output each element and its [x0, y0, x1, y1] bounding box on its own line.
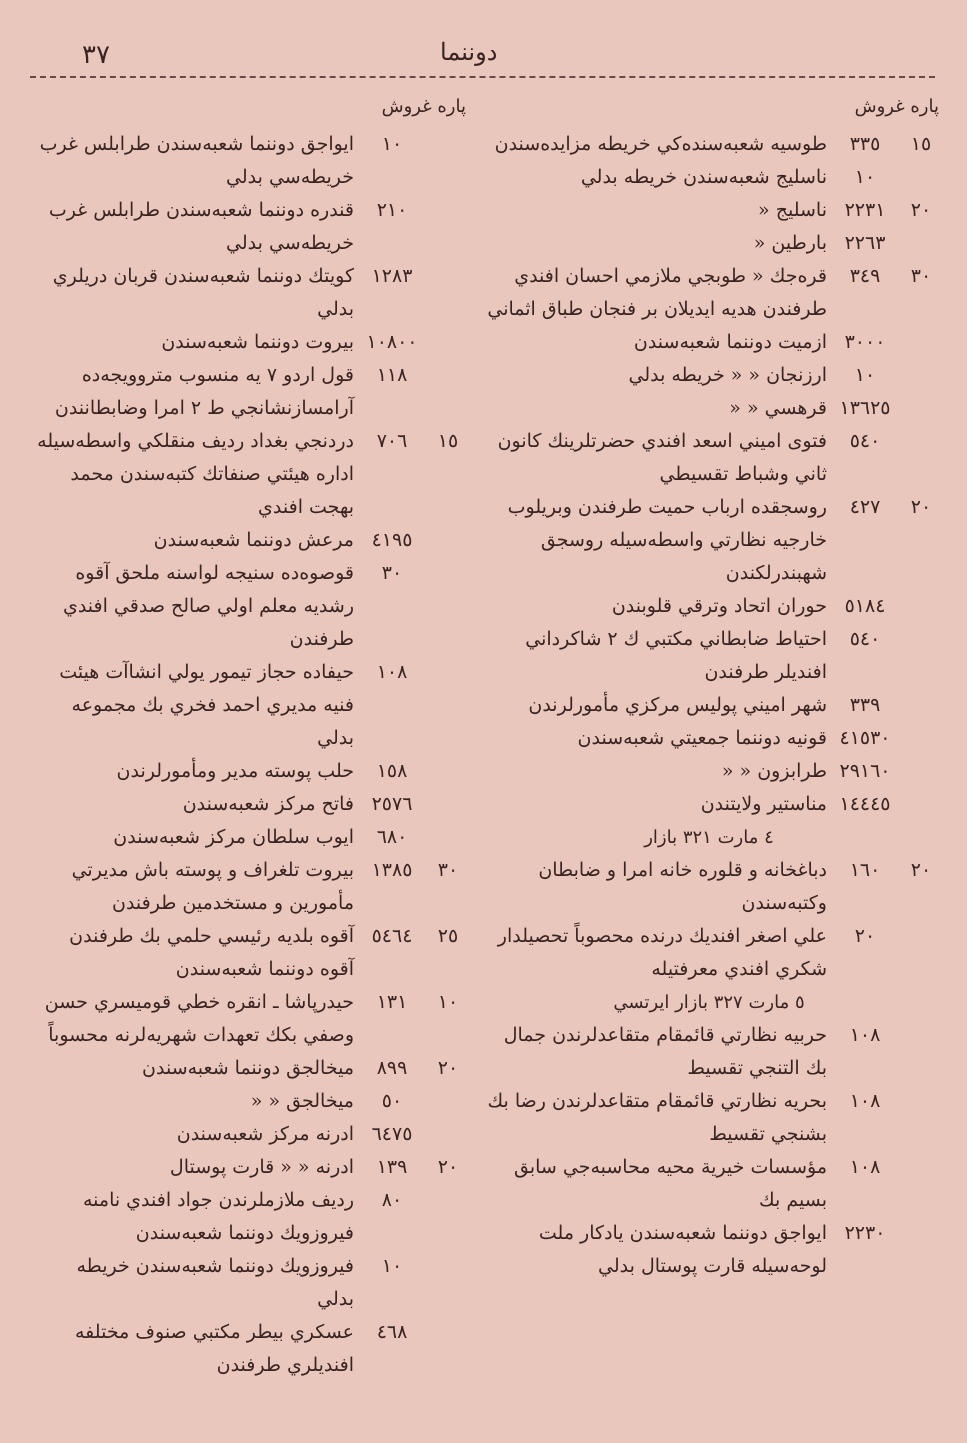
entry-description: قره‌جك « طوبجي ملازمي احسان افندي طرفندن هديه ايديلان بر فنجان طباق اثماني — [487, 265, 827, 320]
kurush-amount: ٥٤٠ — [849, 628, 881, 650]
ledger-entry — [36, 920, 466, 986]
entry-description: قرهسي « « — [729, 397, 827, 419]
kurush-amount: ١٤٤٤٥ — [839, 793, 891, 815]
kurush-amount: ٨٠ — [381, 1189, 403, 1211]
kurush-amount: ٤١٩٥ — [371, 529, 413, 551]
entry-description: قوصوه‌ده سنيجه لواسنه ملحق آقوه رشديه معلم اولي صالح صدقي افندي طرفندن — [62, 562, 354, 650]
entry-description: دردنجي بغداد رديف منقلكي واسطه‌سيله اداره هيئتي صنفاتك كتبه‌سندن محمد بهجت افندي — [37, 430, 354, 518]
para-amount: ٢٠ — [910, 859, 932, 881]
kurush-amount: ٧٠٦ — [376, 430, 408, 452]
ledger-entry — [479, 1085, 939, 1151]
left-column — [36, 96, 466, 1382]
kurush-amount: ٥٠ — [381, 1090, 403, 1112]
ledger-entry — [479, 1151, 939, 1217]
kurush-amount: ٣٤٩ — [849, 265, 881, 287]
para-amount: ٢٠ — [910, 199, 932, 221]
ledger-entry — [36, 1316, 466, 1382]
entry-description: علي اصغر افنديك درنده محصوباً تحصيلدار شكري افندي معرفتيله — [497, 925, 827, 980]
entry-description: احتياط ضابطاني مكتبي ك ٢ شاكرداني افنديلر طرفندن — [525, 628, 827, 683]
para-amount: ٣٠ — [910, 265, 932, 287]
kurush-amount: ٣٣٥ — [849, 133, 881, 155]
ledger-entry — [36, 854, 466, 920]
ledger-entry — [479, 227, 939, 260]
ledger-entry — [36, 557, 466, 656]
entry-description: حلب پوسته مدير ومأمورلرندن — [116, 760, 354, 782]
header-rule — [30, 76, 935, 78]
kurush-amount: ٥٤٦٤ — [371, 925, 413, 947]
running-title: دوننما — [440, 38, 498, 66]
date-heading: ٥ مارت ٣٢٧ بازار ايرتسي — [613, 992, 805, 1013]
ledger-entry — [36, 194, 466, 260]
ledger-entry — [36, 425, 466, 524]
entry-description: بحريه نظارتي قائمقام متقاعدلرندن رضا بك بشنجي تقسيط — [487, 1090, 827, 1145]
para-amount: ٢٥ — [437, 925, 459, 947]
ledger-entry — [36, 788, 466, 821]
date-heading: ٤ مارت ٣٢١ بازار — [644, 827, 774, 848]
ledger-entry — [479, 1019, 939, 1085]
entry-description: حيدرپاشا ـ انقره خطي قوميسري حسن وصفي بكك تعهدات شهريه‌لرنه محسوباً — [44, 991, 354, 1046]
kurush-amount: ٢١٠ — [376, 199, 408, 221]
ledger-entry — [36, 656, 466, 755]
entry-description: عسكري بيطر مكتبي صنوف مختلفه افنديلري طرفندن — [75, 1321, 354, 1376]
ledger-entry — [36, 755, 466, 788]
kurush-amount: ١٥٨ — [376, 760, 408, 782]
kurush-amount: ١٠٨ — [849, 1024, 881, 1046]
kurush-amount: ١٠ — [854, 364, 876, 386]
kurush-amount: ١٣٨٥ — [371, 859, 413, 881]
para-amount: ٣٠ — [437, 859, 459, 881]
kurush-amount: ١٦٠ — [849, 859, 881, 881]
kurush-amount: ٥٤٠ — [849, 430, 881, 452]
entry-description: شهر اميني پوليس مركزي مأمورلرندن — [528, 694, 827, 716]
entry-description: ايوب سلطان مركز شعبه‌سندن — [113, 826, 354, 848]
ledger-entry — [479, 260, 939, 326]
entry-description: ناسليج « — [758, 199, 827, 221]
entry-description: طرابزون « « — [721, 760, 827, 782]
ledger-entry — [479, 1217, 939, 1283]
ledger-entry — [36, 1052, 466, 1085]
kurush-amount: ١١٨ — [376, 364, 408, 386]
entry-description: فيروزويك دوننما شعبه‌سندن خريطه بدلي — [76, 1255, 354, 1310]
entry-description: قونيه دوننما جمعيتي شعبه‌سندن — [577, 727, 827, 749]
entry-description: ميخالجق دوننما شعبه‌سندن — [142, 1057, 354, 1079]
kurush-amount: ٦٤٧٥ — [371, 1123, 413, 1145]
ledger-entry — [36, 986, 466, 1052]
entry-description: ايواجق دوننما شعبه‌سندن يادكار ملت لوحه‌سيله قارت پوستال بدلي — [538, 1222, 827, 1277]
entry-description: ادرنه « « قارت پوستال — [169, 1156, 354, 1178]
entry-description: آقوه بلديه رئيسي حلمي بك طرفندن آقوه دوننما شعبه‌سندن — [69, 925, 354, 980]
entry-description: فاتح مركز شعبه‌سندن — [182, 793, 354, 815]
kurush-amount: ٤٢٧ — [849, 496, 881, 518]
entry-description: حيفاده حجاز تيمور يولي انشاآت هيئت فنيه مديري احمد فخري بك مجموعه بدلي — [59, 661, 354, 749]
kurush-amount: ٢٠ — [854, 925, 876, 947]
entry-description: ميخالجق « « — [250, 1090, 354, 1112]
kurush-amount: ١٣٦٢٥ — [839, 397, 891, 419]
kurush-amount: ٢٢٣٠ — [844, 1222, 886, 1244]
ledger-entry — [36, 1118, 466, 1151]
kurush-amount: ١٠٨ — [849, 1156, 881, 1178]
para-amount: ١٥ — [437, 430, 459, 452]
ledger-entry — [479, 491, 939, 590]
entry-description: قول اردو ٧ يه منسوب متروويجه‌ده آرامسازنشانجي ط ٢ امرا وضابطانندن — [54, 364, 354, 419]
entry-description: حربيه نظارتي قائمقام متقاعدلرندن جمال بك التنجي تقسيط — [503, 1024, 827, 1079]
entry-description: فتوى اميني اسعد افندي حضرتلرينك كانون ثاني وشباط تقسيطي — [497, 430, 827, 485]
kurush-amount: ٥١٨٤ — [844, 595, 886, 617]
kurush-amount: ٦٨٠ — [376, 826, 408, 848]
page-number: ٣٧ — [82, 40, 110, 70]
ledger-entry — [36, 1085, 466, 1118]
entry-description: بيروت تلغراف و پوسته باش مديرتي مأمورين و مستخدمين طرفندن — [71, 859, 354, 914]
para-amount: ١٠ — [437, 991, 459, 1013]
ledger-entry — [479, 722, 939, 755]
ledger-entry — [479, 392, 939, 425]
kurush-amount: ٢٢٣١ — [844, 199, 886, 221]
entry-description: بارطين « — [753, 232, 827, 254]
ledger-entry — [479, 755, 939, 788]
right-column — [479, 96, 939, 1283]
entry-description: رديف ملازملرندن جواد افندي نامنه فيروزويك دوننما شعبه‌سندن — [82, 1189, 354, 1244]
ledger-entry — [479, 128, 939, 161]
entry-description: حوران اتحاد وترقي قلوبندن — [611, 595, 827, 617]
ledger-entry — [36, 359, 466, 425]
ledger-entry — [479, 623, 939, 689]
kurush-amount: ١٠ — [854, 166, 876, 188]
ledger-entry — [479, 788, 939, 821]
ledger-entry — [479, 689, 939, 722]
para-amount: ٢٠ — [437, 1156, 459, 1178]
column-header: پاره غروش — [381, 96, 466, 117]
kurush-amount: ٣٠ — [381, 562, 403, 584]
kurush-amount: ١٠٨ — [849, 1090, 881, 1112]
entry-description: طوسيه شعبه‌سنده‌كي خريطه مزايده‌سندن — [494, 133, 827, 155]
ledger-entry — [36, 128, 466, 194]
ledger-entry — [479, 920, 939, 986]
kurush-amount: ٨٩٩ — [376, 1057, 408, 1079]
entry-description: روسجقده ارباب حميت طرفندن وبريلوب خارجيه نظارتي واسطه‌سيله روسجق شهبندرلكندن — [507, 496, 827, 584]
ledger-entry — [36, 1250, 466, 1316]
entry-description: ازميت دوننما شعبه‌سندن — [633, 331, 827, 353]
kurush-amount: ٣٠٠٠ — [844, 331, 886, 353]
ledger-entry — [36, 1184, 466, 1250]
ledger-entry — [36, 821, 466, 854]
kurush-amount: ٤١٥٣٠ — [839, 727, 891, 749]
kurush-amount: ١٣١ — [376, 991, 408, 1013]
entry-description: ارزنجان « « خريطه بدلي — [628, 364, 827, 386]
para-amount: ١٥ — [910, 133, 932, 155]
kurush-amount: ٤٦٨ — [376, 1321, 408, 1343]
entry-description: بيروت دوننما شعبه‌سندن — [161, 331, 354, 353]
para-amount: ٢٠ — [910, 496, 932, 518]
ledger-entry — [479, 854, 939, 920]
ledger-entry — [479, 425, 939, 491]
kurush-amount: ١٢٨٣ — [371, 265, 413, 287]
kurush-amount: ٢٢٦٣ — [844, 232, 886, 254]
kurush-amount: ١٠٨ — [376, 661, 408, 683]
entry-description: مرعش دوننما شعبه‌سندن — [153, 529, 354, 551]
entry-description: ايواجق دوننما شعبه‌سندن طرابلس غرب خريطه‌سي بدلي — [39, 133, 354, 188]
entry-description: مؤسسات خيرية محيه محاسبه‌جي سابق بسيم بك — [514, 1156, 827, 1211]
entry-description: كويتك دوننما شعبه‌سندن قربان دريلري بدلي — [52, 265, 354, 320]
para-amount: ٢٠ — [437, 1057, 459, 1079]
kurush-amount: ٢٥٧٦ — [371, 793, 413, 815]
kurush-amount: ١٠ — [381, 1255, 403, 1277]
ledger-entry — [479, 326, 939, 359]
entry-description: ناسليج شعبه‌سندن خريطه بدلي — [580, 166, 827, 188]
entry-description: مناستير ولايتندن — [700, 793, 827, 815]
ledger-entry — [36, 524, 466, 557]
kurush-amount: ٣٣٩ — [849, 694, 881, 716]
kurush-amount: ١٠ — [381, 133, 403, 155]
column-header: پاره غروش — [854, 96, 939, 117]
ledger-entry — [36, 260, 466, 326]
entry-description: ادرنه مركز شعبه‌سندن — [176, 1123, 354, 1145]
entry-description: دباغخانه و قلوره خانه امرا و ضابطان وكتبه‌سندن — [538, 859, 827, 914]
kurush-amount: ١٣٩ — [376, 1156, 408, 1178]
kurush-amount: ١٠٨٠٠ — [366, 331, 418, 353]
ledger-entry — [36, 326, 466, 359]
ledger-entry — [479, 161, 939, 194]
entry-description: قندره دوننما شعبه‌سندن طرابلس غرب خريطه‌سي بدلي — [48, 199, 354, 254]
kurush-amount: ٢٩١٦٠ — [839, 760, 891, 782]
ledger-entry — [479, 359, 939, 392]
ledger-entry — [479, 194, 939, 227]
ledger-entry — [479, 590, 939, 623]
ledger-entry — [36, 1151, 466, 1184]
